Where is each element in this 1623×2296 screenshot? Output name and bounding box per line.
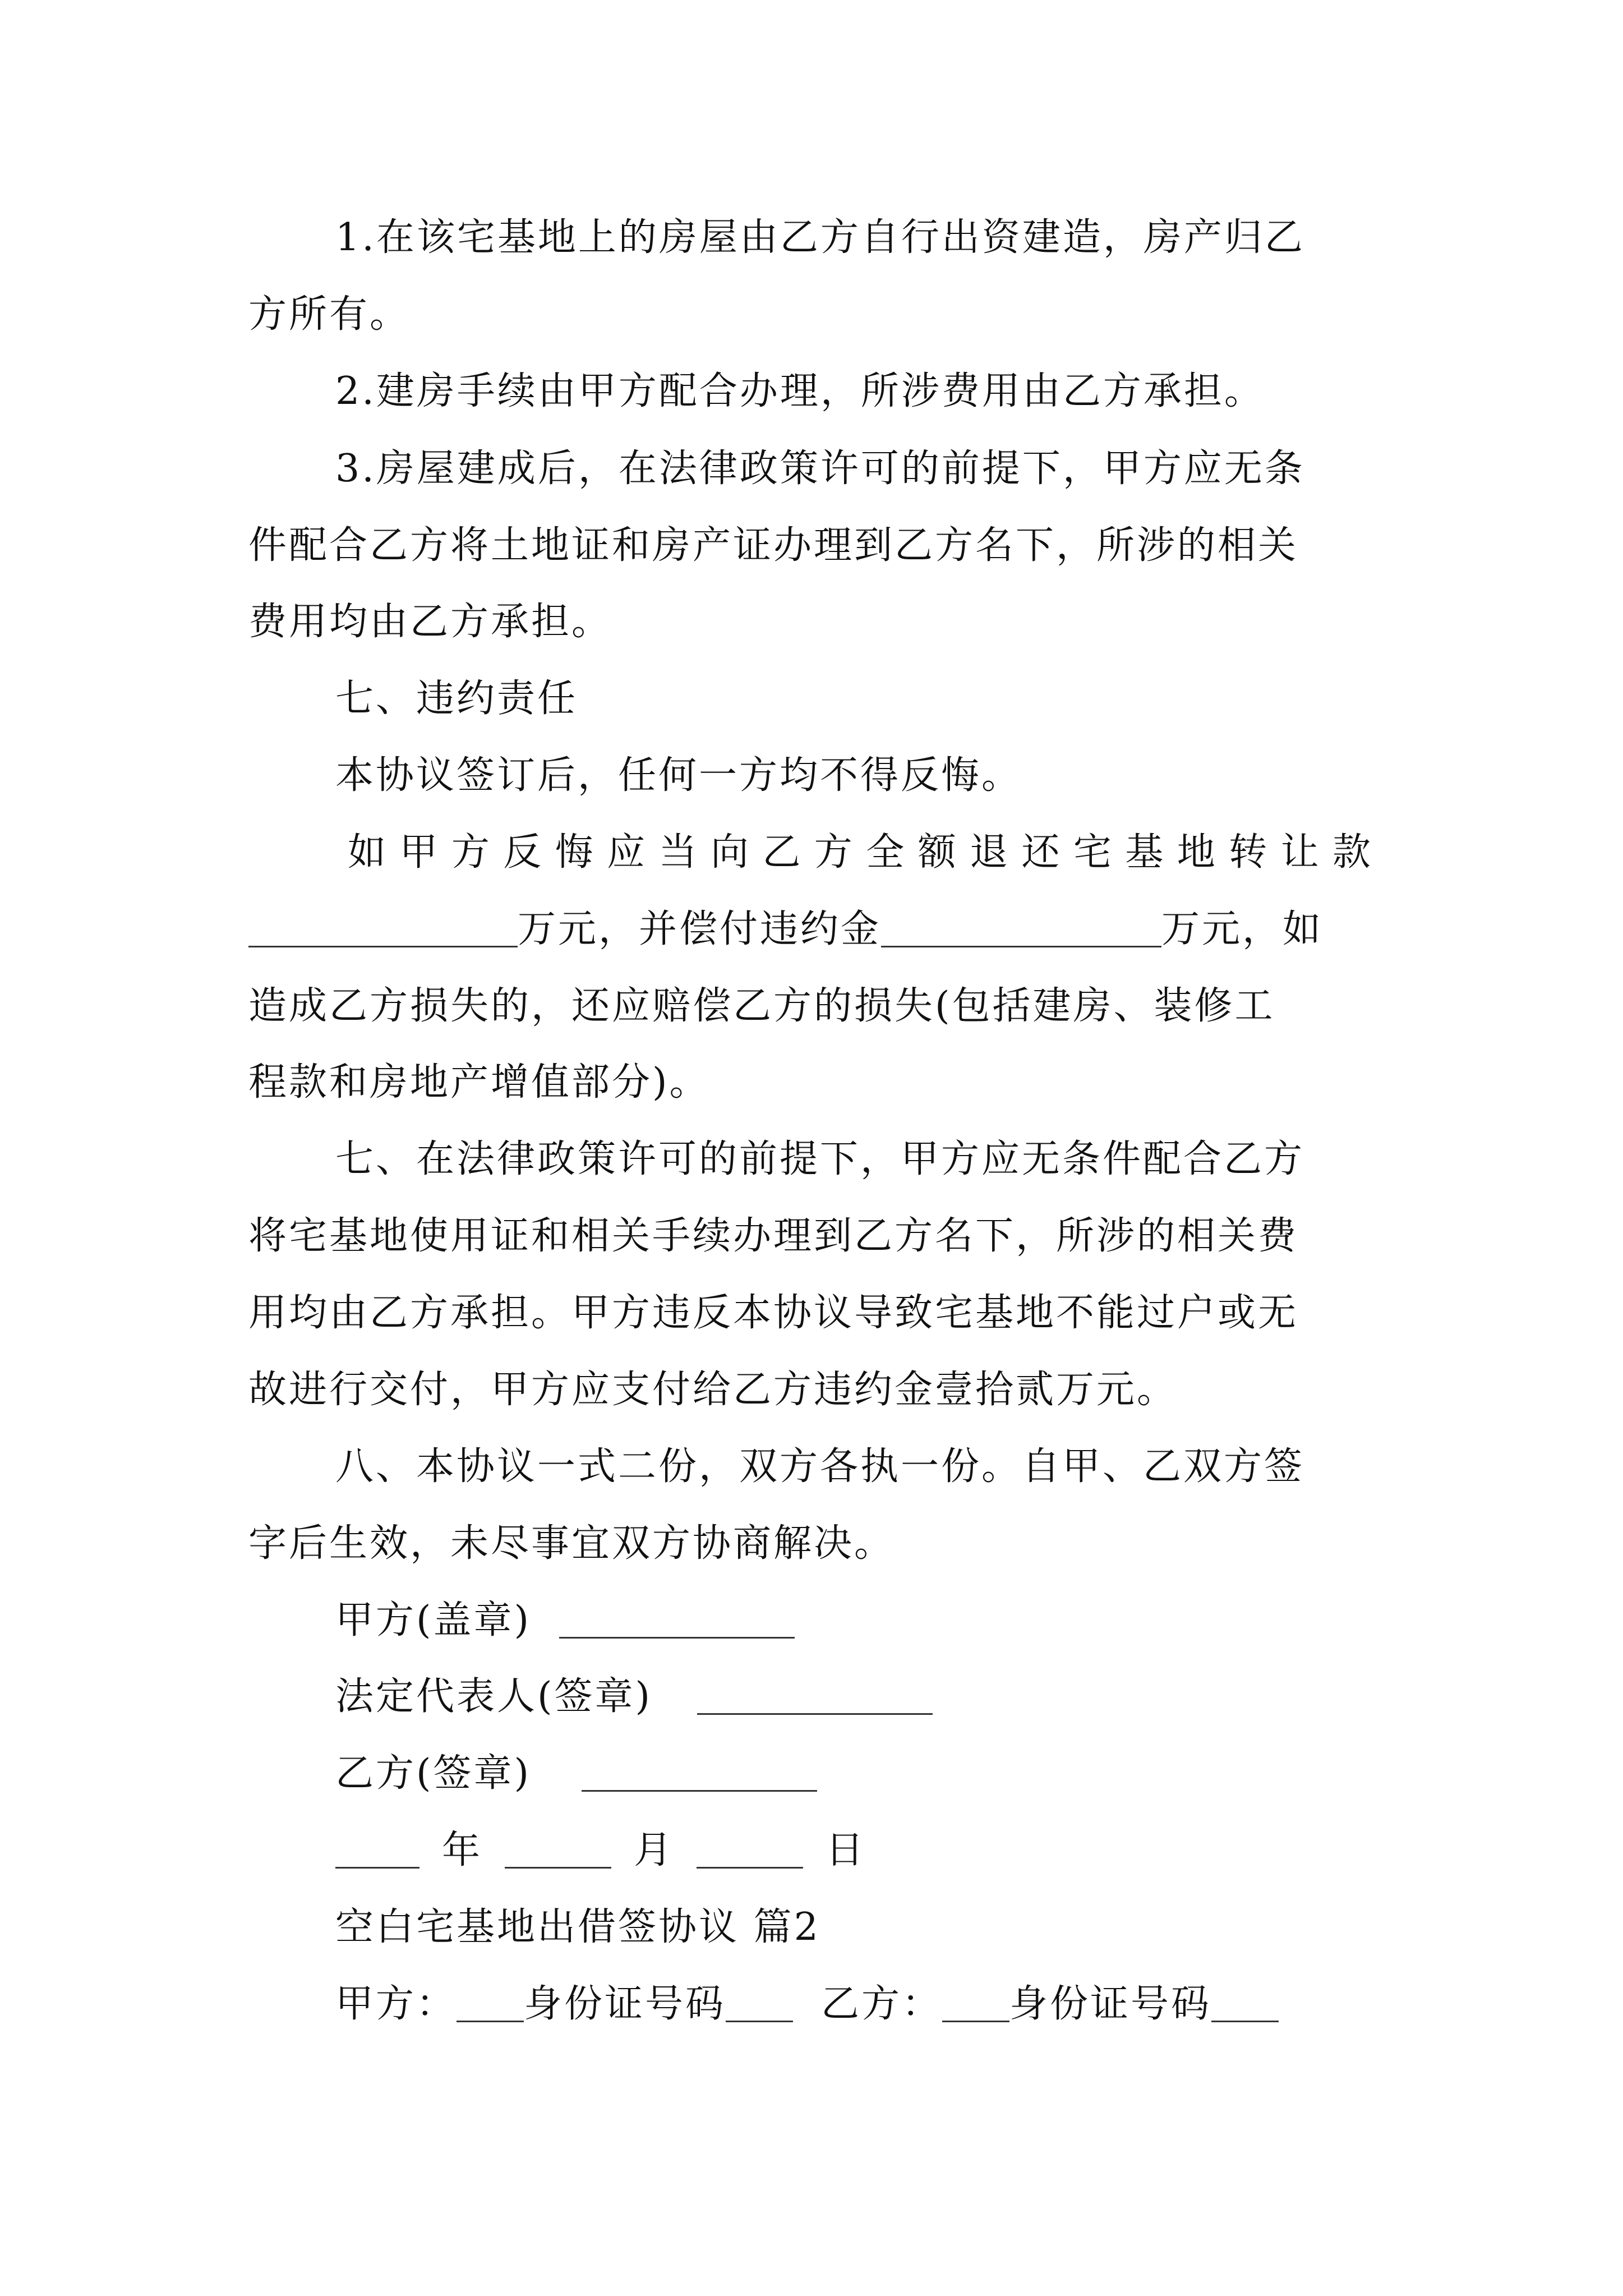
party-b-id-blank[interactable]: [1211, 1987, 1279, 2022]
signature-legal-rep-blank[interactable]: [697, 1680, 933, 1715]
clause-7-line-1: 七、在法律政策许可的前提下，甲方应无条件配合乙方: [335, 1137, 1305, 1181]
date-year-blank[interactable]: [335, 1833, 419, 1869]
breach-refund-line-4: 程款和房地产增值部分)。: [248, 1060, 710, 1105]
signature-party-a-blank[interactable]: [559, 1603, 795, 1639]
clause-6-2: 2.建房手续由甲方配合办理，所涉费用由乙方承担。: [335, 369, 1265, 413]
parties-line: [335, 1982, 1279, 2026]
section-heading-part-2: 空白宅基地出借签协议 篇2: [335, 1905, 820, 1949]
signature-legal-rep-label: 法定代表人(签章): [335, 1674, 653, 1719]
signature-party-b: [335, 1751, 817, 1796]
section-heading-breach: 七、违约责任: [335, 677, 578, 721]
breach-refund-line-1: 如甲方反悔应当向乙方全额退还宅基地转让款: [348, 830, 1373, 875]
party-b-id-label: 身份证号码: [1009, 1982, 1212, 2026]
party-a-id-blank[interactable]: [726, 1987, 793, 2022]
signature-party-b-blank[interactable]: [582, 1756, 817, 1792]
signature-legal-rep: [335, 1674, 933, 1719]
penalty-text-1: 万元，并偿付违约金: [518, 907, 882, 951]
date-day-label: 日: [826, 1828, 866, 1872]
party-a-name-blank[interactable]: [457, 1987, 524, 2022]
amount-blank-refund[interactable]: [248, 912, 518, 947]
date-year-label: 年: [442, 1828, 483, 1872]
clause-6-3-line-2: 件配合乙方将土地证和房产证办理到乙方名下，所涉的相关: [248, 523, 1299, 568]
party-a-label: 甲方：: [335, 1982, 457, 2026]
party-b-name-blank[interactable]: [942, 1987, 1009, 2022]
date-day-blank[interactable]: [697, 1833, 803, 1869]
party-a-id-label: 身份证号码: [524, 1982, 726, 2026]
clause-8-line-2: 字后生效，未尽事宜双方协商解决。: [248, 1521, 895, 1566]
clause-6-1-line-1: 1.在该宅基地上的房屋由乙方自行出资建造，房产归乙: [335, 215, 1305, 260]
date-month-label: 月: [634, 1828, 675, 1872]
signature-party-b-label: 乙方(签章): [335, 1751, 532, 1796]
signature-party-a-label: 甲方(盖章): [335, 1598, 532, 1642]
penalty-text-2: 万元，如: [1161, 907, 1324, 951]
breach-intro: 本协议签订后，任何一方均不得反悔。: [335, 753, 1022, 798]
signature-party-a: [335, 1598, 795, 1642]
clause-6-3-line-1: 3.房屋建成后，在法律政策许可的前提下，甲方应无条: [335, 447, 1305, 491]
party-b-label: 乙方：: [821, 1982, 943, 2026]
clause-7-line-3: 用均由乙方承担。甲方违反本协议导致宅基地不能过户或无: [248, 1291, 1299, 1335]
clause-6-1-line-2: 方所有。: [248, 292, 411, 337]
date-month-blank[interactable]: [505, 1833, 611, 1869]
clause-8-line-1: 八、本协议一式二份，双方各执一份。自甲、乙双方签: [335, 1444, 1305, 1489]
signature-date: [335, 1828, 866, 1872]
amount-blank-penalty[interactable]: [881, 912, 1161, 947]
breach-refund-line-3: 造成乙方损失的，还应赔偿乙方的损失(包括建房、装修工: [248, 984, 1275, 1028]
clause-7-line-4: 故进行交付，甲方应支付给乙方违约金壹拾贰万元。: [248, 1368, 1178, 1412]
clause-6-3-line-3: 费用均由乙方承担。: [248, 600, 612, 644]
breach-refund-line-2: [248, 907, 1324, 951]
clause-7-line-2: 将宅基地使用证和相关手续办理到乙方名下，所涉的相关费: [248, 1214, 1299, 1258]
